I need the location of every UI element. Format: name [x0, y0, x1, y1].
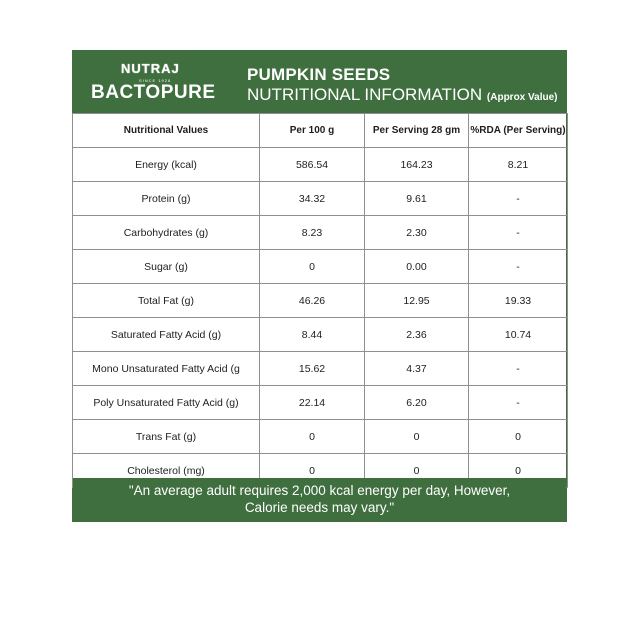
nutrient-value: 4.37 [365, 352, 469, 386]
nutrient-value: 46.26 [260, 284, 365, 318]
table-header-row [73, 114, 568, 148]
table-row [73, 318, 568, 352]
nutrient-value: 586.54 [260, 148, 365, 182]
brand-top: NUTRAJ [121, 61, 180, 76]
brand-since: SINCE 1928 [139, 78, 172, 83]
column-header: Per Serving 28 gm [365, 114, 469, 148]
table-row [73, 352, 568, 386]
nutrient-value: 8.44 [260, 318, 365, 352]
nutrient-value: 0 [260, 420, 365, 454]
column-header: Nutritional Values [73, 114, 260, 148]
nutrient-value: 12.95 [365, 284, 469, 318]
nutrient-value: - [469, 352, 568, 386]
nutrient-label: Sugar (g) [73, 250, 260, 284]
column-header: Per 100 g [260, 114, 365, 148]
nutrient-label: Poly Unsaturated Fatty Acid (g) [73, 386, 260, 420]
footer-note [73, 478, 566, 522]
table-row [73, 420, 568, 454]
nutrient-value: 15.62 [260, 352, 365, 386]
nutrient-value: 10.74 [469, 318, 568, 352]
nutrient-value: 164.23 [365, 148, 469, 182]
nutrient-value: 0 [469, 420, 568, 454]
nutrient-value: 0 [469, 454, 568, 488]
nutrient-label: Mono Unsaturated Fatty Acid (g [73, 352, 260, 386]
brand-name: BACTOPURE [91, 82, 216, 103]
nutrient-value: 9.61 [365, 182, 469, 216]
nutrient-value: 2.30 [365, 216, 469, 250]
nutrient-value: - [469, 182, 568, 216]
table-row [73, 386, 568, 420]
nutrient-label: Energy (kcal) [73, 148, 260, 182]
nutrition-panel [72, 50, 567, 522]
nutrient-value: - [469, 386, 568, 420]
nutrient-label: Protein (g) [73, 182, 260, 216]
nutrient-value: 22.14 [260, 386, 365, 420]
nutrition-table [72, 113, 568, 488]
nutrient-value: 2.36 [365, 318, 469, 352]
nutrient-value: - [469, 216, 568, 250]
info-title [247, 85, 557, 105]
nutrient-value: 19.33 [469, 284, 568, 318]
table-row [73, 148, 568, 182]
nutrient-value: 8.23 [260, 216, 365, 250]
nutrient-value: 34.32 [260, 182, 365, 216]
table-row [73, 250, 568, 284]
nutrient-value: 0 [365, 420, 469, 454]
table-row [73, 284, 568, 318]
nutrient-value: 8.21 [469, 148, 568, 182]
footer-line-2: Calorie needs may vary." [244, 500, 395, 515]
brand-logo [91, 59, 221, 109]
nutrient-value: 0 [260, 250, 365, 284]
nutrient-value: 6.20 [365, 386, 469, 420]
nutrient-value: 0 [365, 454, 469, 488]
footer-line-1: "An average adult requires 2,000 kcal energy per day, However, [128, 483, 511, 498]
subtitle-text: NUTRITIONAL INFORMATION [247, 85, 483, 104]
nutrient-label: Cholesterol (mg) [73, 454, 260, 488]
nutrient-label: Carbohydrates (g) [73, 216, 260, 250]
nutrient-label: Trans Fat (g) [73, 420, 260, 454]
table-row [73, 182, 568, 216]
header-bar [73, 51, 566, 114]
table-row [73, 216, 568, 250]
nutrient-value: 0 [260, 454, 365, 488]
approx-note: (Approx Value) [486, 92, 558, 103]
product-title: PUMPKIN SEEDS [247, 65, 391, 84]
nutrient-value: 0.00 [365, 250, 469, 284]
nutrient-label: Saturated Fatty Acid (g) [73, 318, 260, 352]
column-header: %RDA (Per Serving) [469, 114, 568, 148]
nutrient-label: Total Fat (g) [73, 284, 260, 318]
nutrient-value: - [469, 250, 568, 284]
